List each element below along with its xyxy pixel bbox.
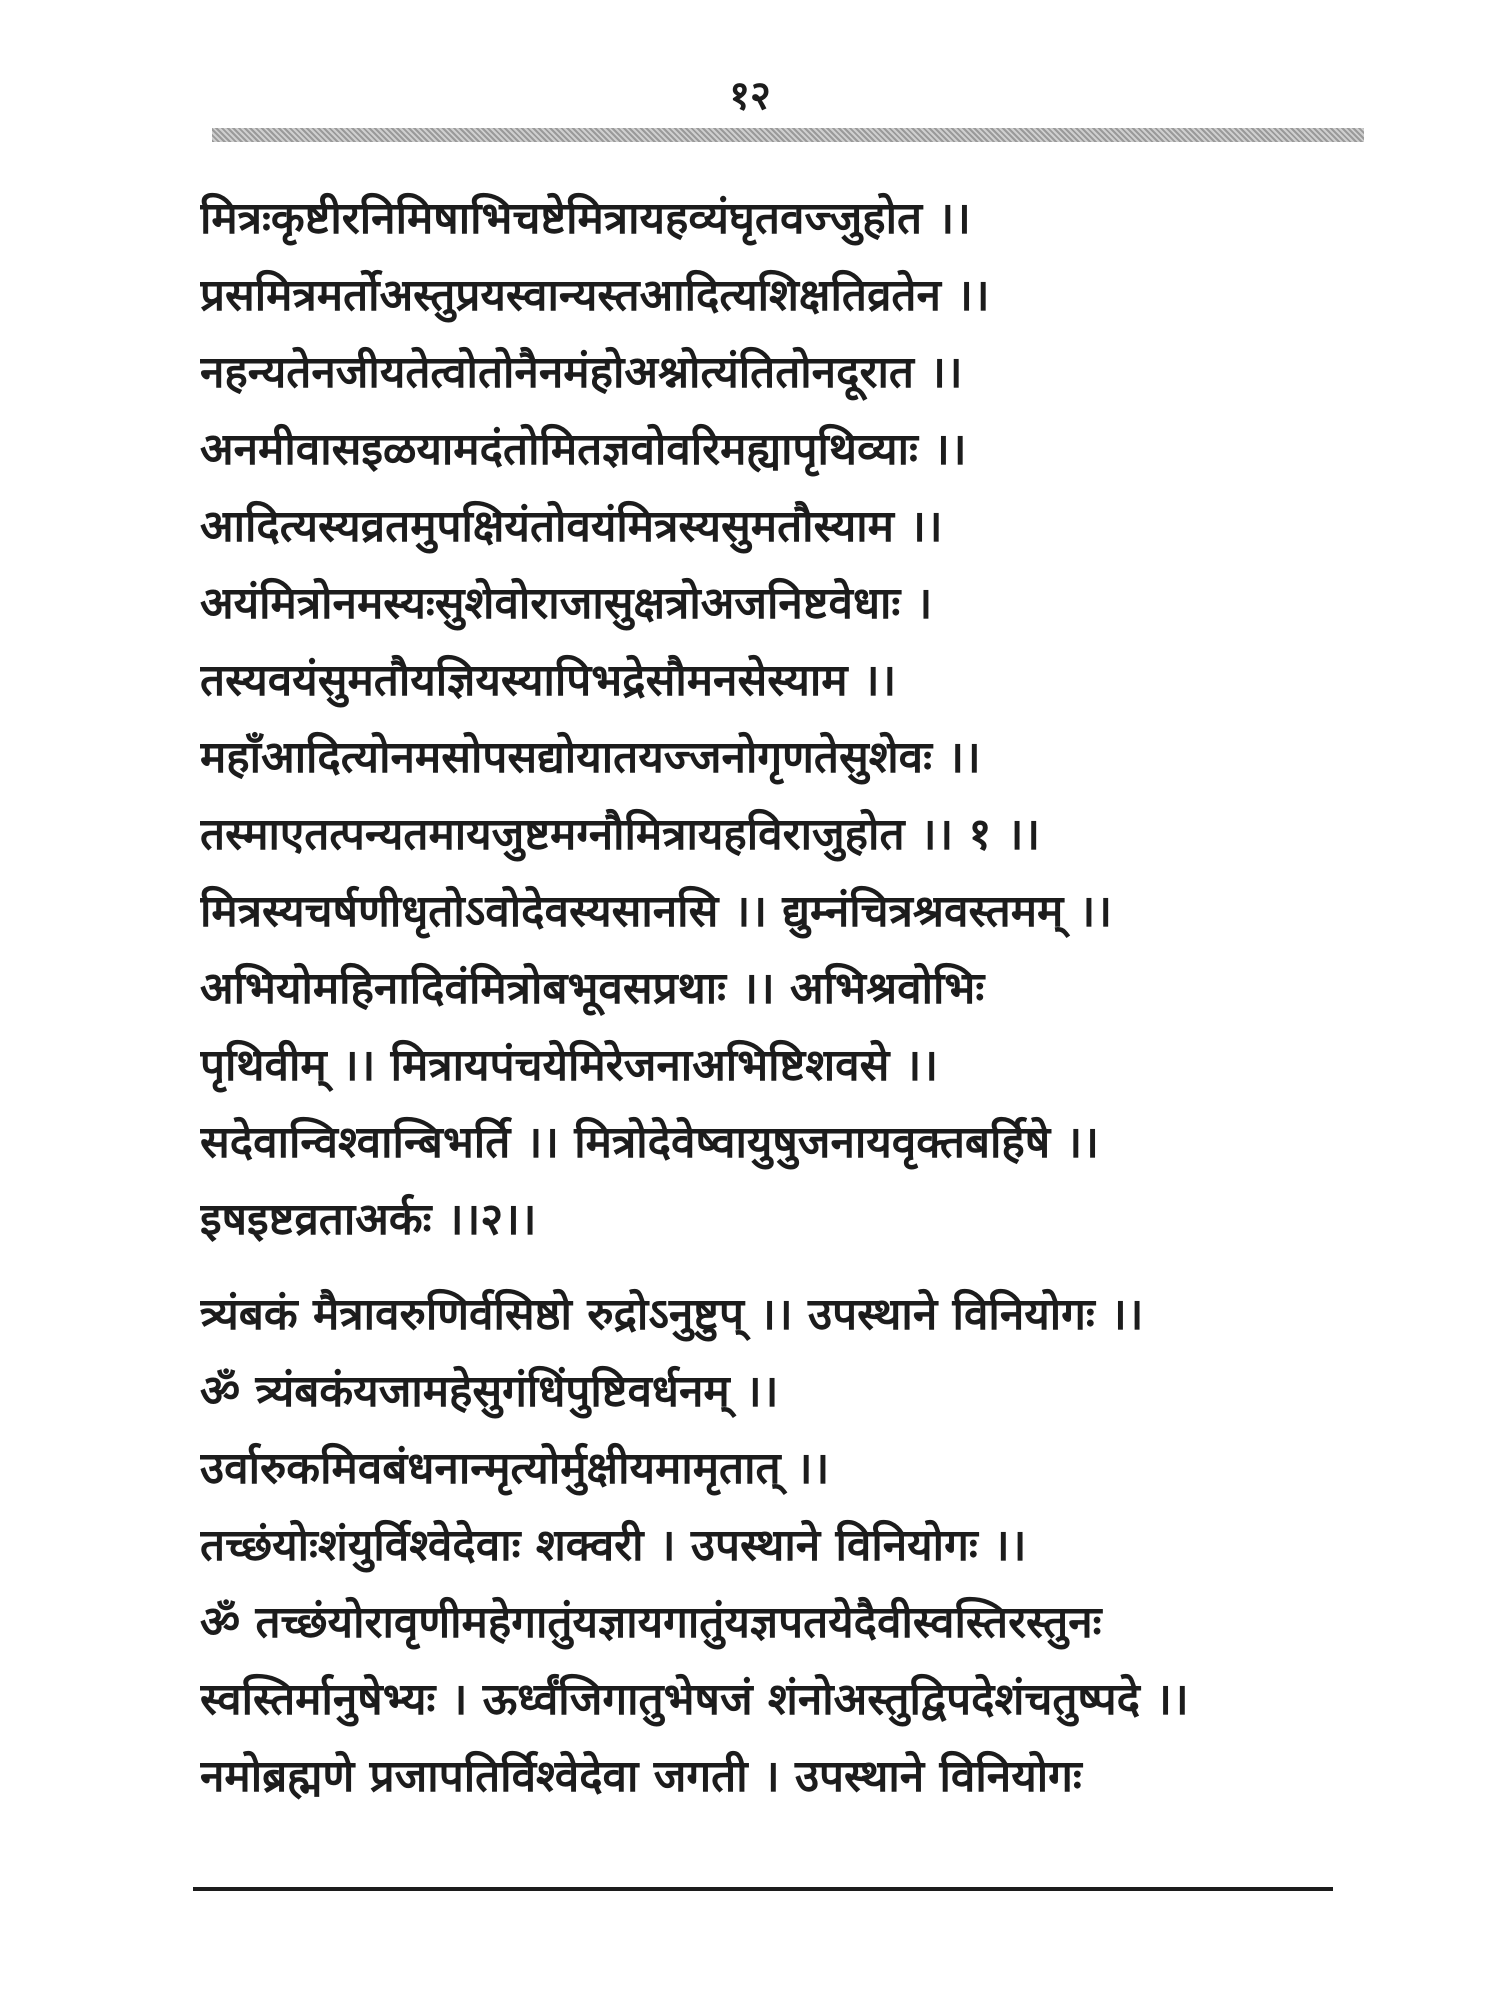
verse-line: त्र्यंबकं मैत्रावरुणिर्वसिष्ठो रुद्रोऽनुष्टुप् ।। उपस्थाने विनियोगः ।।: [200, 1289, 1144, 1340]
verse-line: तस्यवयंसुमतौयज्ञियस्यापिभद्रेसौमनसेस्याम ।।: [200, 655, 897, 706]
verse-line: अनमीवासइळयामदंतोमितज्ञवोवरिमह्यापृथिव्याः ।।: [200, 424, 967, 475]
verse-line: नहन्यतेनजीयतेत्वोतोनैनमंहोअश्नोत्यंतितोनदूरात ।।: [200, 347, 963, 398]
verse-block-mitra: [200, 180, 1370, 1258]
verse-line: तच्छंयोःशंयुर्विश्वेदेवाः शक्वरी । उपस्थाने विनियोगः ।।: [200, 1520, 1027, 1571]
verse-line: ॐ तच्छंयोरावृणीमहेगातुंयज्ञायगातुंयज्ञपतयेदैवीस्वस्तिरस्तुनः: [200, 1597, 1102, 1648]
verse-line: मित्रस्यचर्षणीधृतोऽवोदेवस्यसानसि ।। द्युम्नंचित्रश्रवस्तमम् ।।: [200, 886, 1113, 937]
page-number: १२: [729, 72, 771, 119]
verse-line: ॐ त्र्यंबकंयजामहेसुगंधिंपुष्टिवर्धनम् ।।: [200, 1366, 779, 1417]
verse-line: अयंमित्रोनमस्यःसुशेवोराजासुक्षत्रोअजनिष्टवेधाः ।: [200, 578, 933, 629]
verse-line: पृथिवीम् ।। मित्रायपंचयेमिरेजनाअभिष्टिशवसे ।।: [200, 1040, 939, 1091]
verse-line: मित्रःकृष्टीरनिमिषाभिचष्टेमित्रायहव्यंघृतवज्जुहोत ।।: [200, 193, 971, 244]
verse-line: अभियोमहिनादिवंमित्रोबभूवसप्रथाः ।। अभिश्रवोभिः: [200, 963, 985, 1014]
body-text: [200, 180, 1370, 1815]
verse-line: नमोब्रह्मणे प्रजापतिर्विश्वेदेवा जगती । उपस्थाने विनियोगः: [200, 1751, 1082, 1802]
verse-line: महाँआदित्योनमसोपसद्योयातयज्जनोगृणतेसुशेवः ।।: [200, 732, 981, 783]
verse-gap: [200, 1258, 1370, 1276]
verse-block-tryambaka: [200, 1276, 1370, 1815]
header-rule: [212, 128, 1364, 142]
verse-line: तस्माएतत्पन्यतमायजुष्टमग्नौमित्रायहविराजुहोत ।। १ ।।: [200, 809, 1041, 860]
verse-line: आदित्यस्यव्रतमुपक्षियंतोवयंमित्रस्यसुमतौस्याम ।।: [200, 501, 943, 552]
verse-line: सदेवान्विश्वान्बिभर्ति ।। मित्रोदेवेष्वायुषुजनायवृक्तबर्हिषे ।।: [200, 1117, 1099, 1168]
verse-line: प्रसमित्रमर्तोअस्तुप्रयस्वान्यस्तआदित्यशिक्षतिव्रतेन ।।: [200, 270, 990, 321]
verse-line: स्वस्तिर्मानुषेभ्यः । ऊर्ध्वंजिगातुभेषजं शंनोअस्तुद्विपदेशंचतुष्पदे ।।: [200, 1674, 1189, 1725]
verse-line: इषइष्टव्रताअर्कः ।।२।।: [200, 1194, 537, 1245]
footer-rule: [193, 1887, 1333, 1891]
verse-line: उर्वारुकमिवबंधनान्मृत्योर्मुक्षीयमामृतात् ।।: [200, 1443, 830, 1494]
